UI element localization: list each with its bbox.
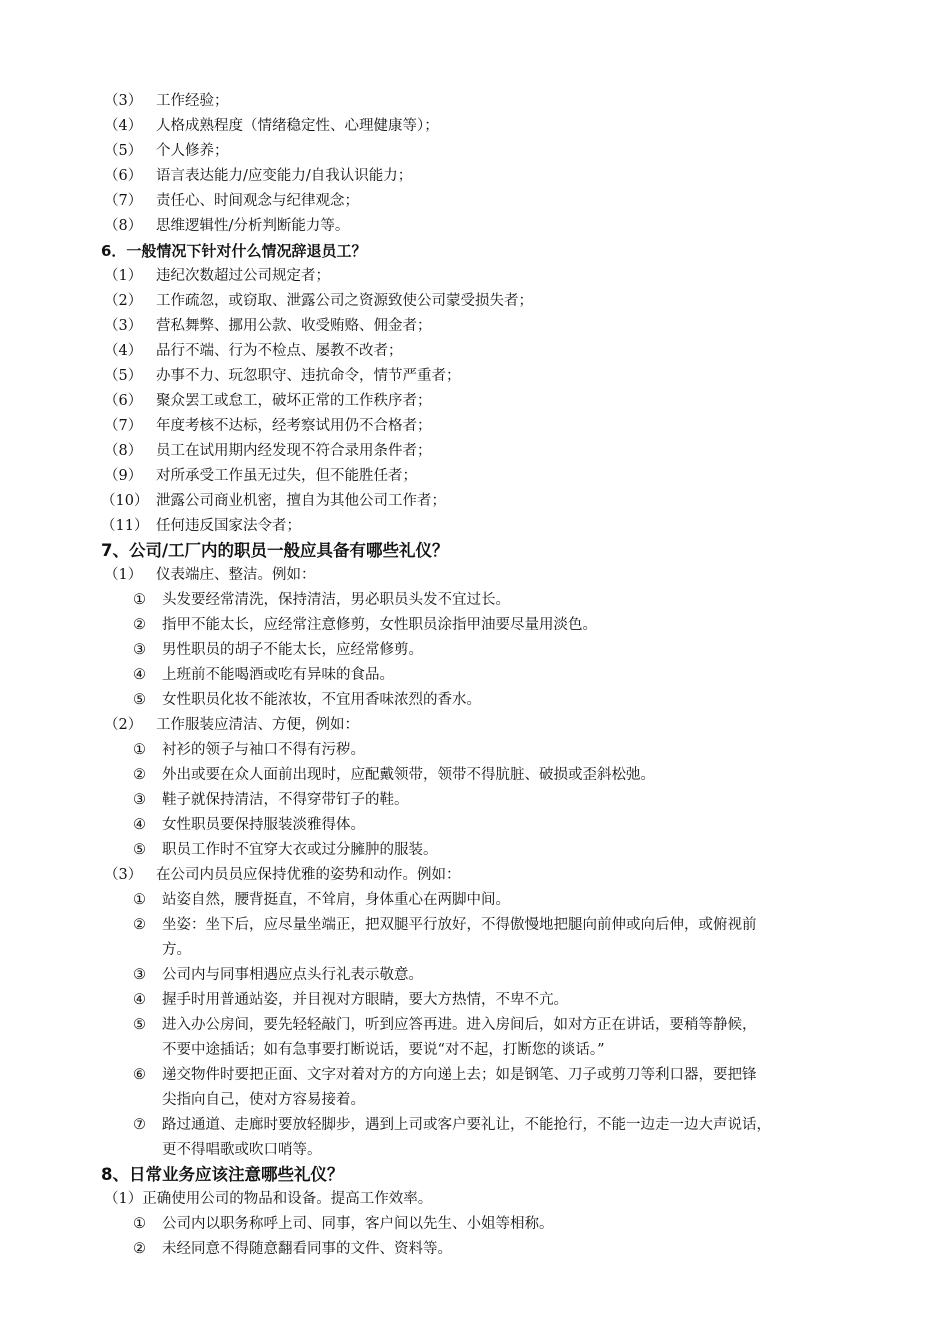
item-text: 品行不端、行为不检点、屡教不改者； [156, 343, 403, 359]
item-text: 上班前不能喝酒或吃有异味的食品。 [162, 667, 394, 683]
item-number: （3） [104, 93, 143, 109]
item-number: （9） [104, 468, 143, 484]
item-marker: ⑦ [133, 1117, 146, 1133]
item-marker: ⑤ [133, 1017, 146, 1033]
item-text: 女性职员要保持服装淡雅得体。 [162, 817, 365, 833]
item-number: （4） [104, 343, 143, 359]
item-marker: ⑥ [133, 1067, 146, 1083]
item-text: 责任心、时间观念与纪律观念； [156, 193, 359, 209]
item-text: 坐姿：坐下后，应尽量坐端正，把双腿平行放好，不得傲慢地把腿向前伸或向后伸，或俯视前 [162, 917, 757, 933]
item-number: （6） [104, 393, 143, 409]
item-text: 在公司内员员应保持优雅的姿势和动作。例如： [156, 867, 461, 883]
item-text: 仪表端庄、整洁。例如： [156, 567, 316, 583]
item-text: 头发要经常清洗，保持清洁，男必职员头发不宜过长。 [162, 592, 510, 608]
item-number: （7） [104, 418, 143, 434]
item-marker: ③ [133, 642, 146, 658]
item-text: 人格成熟程度（情绪稳定性、心理健康等）； [156, 118, 439, 134]
item-number: （3） [104, 867, 143, 883]
item-marker: ② [133, 917, 146, 933]
item-text: 鞋子就保持清洁，不得穿带钉子的鞋。 [162, 792, 409, 808]
item-marker: ① [133, 892, 146, 908]
item-marker: ⑤ [133, 842, 146, 858]
item-number: （1） [104, 268, 143, 284]
item-text: 男性职员的胡子不能太长，应经常修剪。 [162, 642, 423, 658]
item-number: （7） [104, 193, 143, 209]
item-text: 方。 [162, 942, 191, 958]
item-text: 工作服装应清洁、方便，例如： [156, 717, 359, 733]
item-text: 思维逻辑性/分析判断能力等。 [156, 218, 350, 234]
section-heading-q7: 7、公司/工厂内的职员一般应具备有哪些礼仪？ [101, 541, 449, 560]
item-marker: ② [133, 767, 146, 783]
item-text: 公司内与同事相遇应点头行礼表示敬意。 [162, 967, 423, 983]
item-text: 职员工作时不宜穿大衣或过分臃肿的服装。 [162, 842, 438, 858]
item-number: （8） [104, 443, 143, 459]
section-heading-q6: 6．一般情况下针对什么情况辞退员工？ [101, 242, 367, 260]
item-text: 办事不力、玩忽职守、违抗命令，情节严重者； [156, 368, 461, 384]
item-text: 营私舞弊、挪用公款、收受贿赂、佣金者； [156, 318, 432, 334]
item-text: 递交物件时要把正面、文字对着对方的方向递上去；如是钢笔、刀子或剪刀等利口器，要把锋 [162, 1067, 757, 1083]
item-number: （2） [104, 717, 143, 733]
item-text: 违纪次数超过公司规定者； [156, 268, 330, 284]
item-marker: ③ [133, 792, 146, 808]
item-number: （2） [104, 293, 143, 309]
item-text: 对所承受工作虽无过失，但不能胜任者； [156, 468, 417, 484]
item-number: （11） [101, 518, 149, 534]
item-marker: ① [133, 592, 146, 608]
item-text: 语言表达能力/应变能力/自我认识能力； [156, 168, 413, 184]
item-text: 指甲不能太长，应经常注意修剪，女性职员涂指甲油要尽量用淡色。 [162, 617, 597, 633]
item-text: 工作疏忽，或窃取、泄露公司之资源致使公司蒙受损失者； [156, 293, 533, 309]
item-text: 工作经验； [156, 93, 229, 109]
item-marker: ④ [133, 667, 146, 683]
item-marker: ③ [133, 967, 146, 983]
item-number: （10） [101, 493, 149, 509]
item-text: 进入办公房间，要先轻轻敲门，听到应答再进。进入房间后，如对方正在讲话，要稍等静候， [162, 1017, 757, 1033]
item-text: 不要中途插话；如有急事要打断说话，要说“对不起，打断您的谈话。” [162, 1042, 605, 1058]
item-marker: ④ [133, 992, 146, 1008]
item-text: 年度考核不达标，经考察试用仍不合格者； [156, 418, 432, 434]
item-text: 泄露公司商业机密，擅自为其他公司工作者； [156, 493, 446, 509]
item-text: 握手时用普通站姿，并目视对方眼睛，要大方热情，不卑不亢。 [162, 992, 568, 1008]
item-marker: ① [133, 1216, 146, 1232]
item-text: 公司内以职务称呼上司、同事，客户间以先生、小姐等相称。 [162, 1216, 554, 1232]
item-text: 尖指向自己，使对方容易接着。 [162, 1092, 365, 1108]
item-number: （3） [104, 318, 143, 334]
item-text: （1）正确使用公司的物品和设备。提高工作效率。 [104, 1191, 433, 1207]
item-text: 站姿自然，腰背挺直，不耸肩，身体重心在两脚中间。 [162, 892, 510, 908]
item-text: 更不得唱歌或吹口哨等。 [162, 1142, 322, 1158]
item-text: 员工在试用期内经发现不符合录用条件者； [156, 443, 432, 459]
item-number: （5） [104, 368, 143, 384]
item-number: （1） [104, 567, 143, 583]
item-number: （5） [104, 143, 143, 159]
section-heading-q8: 8、日常业务应该注意哪些礼仪？ [101, 1165, 344, 1184]
item-text: 女性职员化妆不能浓妆，不宜用香味浓烈的香水。 [162, 692, 481, 708]
item-text: 外出或要在众人面前出现时，应配戴领带，领带不得肮脏、破损或歪斜松弛。 [162, 767, 655, 783]
item-text: 任何违反国家法令者； [156, 518, 301, 534]
item-marker: ② [133, 1241, 146, 1257]
item-marker: ② [133, 617, 146, 633]
item-number: （4） [104, 118, 143, 134]
item-marker: ⑤ [133, 692, 146, 708]
item-text: 聚众罢工或怠工，破坏正常的工作秩序者； [156, 393, 432, 409]
item-marker: ① [133, 742, 146, 758]
item-text: 未经同意不得随意翻看同事的文件、资料等。 [162, 1241, 452, 1257]
item-text: 路过通道、走廊时要放轻脚步，遇到上司或客户要礼让，不能抢行，不能一边走一边大声说话， [162, 1117, 771, 1133]
item-marker: ④ [133, 817, 146, 833]
item-number: （8） [104, 218, 143, 234]
item-text: 个人修养； [156, 143, 229, 159]
item-number: （6） [104, 168, 143, 184]
item-text: 衬衫的领子与袖口不得有污秽。 [162, 742, 365, 758]
